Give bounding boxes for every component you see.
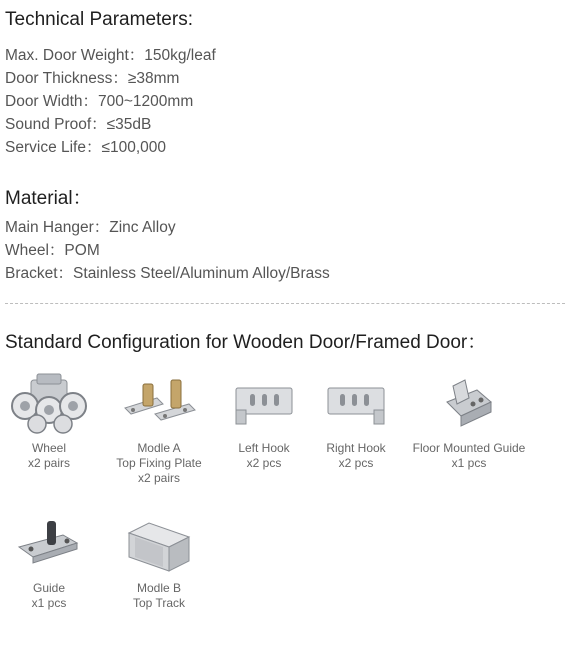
config-item-detail: x1 pcs	[451, 456, 487, 470]
top-fixing-plate-icon	[119, 372, 199, 437]
section-divider	[5, 303, 565, 304]
spec-door-thickness: Door Thickness：≥38mm	[5, 70, 180, 87]
config-item-floor-mounted-guide	[404, 372, 534, 471]
material-wheel: Wheel：POM	[5, 242, 100, 259]
spec-door-width: Door Width：700~1200mm	[5, 93, 194, 110]
technical-parameters-heading: Technical Parameters:	[5, 9, 193, 30]
config-item-name: Modle A	[137, 441, 181, 455]
right-hook-icon	[316, 372, 396, 437]
config-item-detail: Top Track	[132, 596, 186, 610]
guide-icon	[9, 517, 89, 577]
spec-service-life: Service Life：≤100,000	[5, 139, 167, 156]
wheel-pairs-icon	[9, 372, 89, 437]
floor-mounted-guide-icon	[429, 372, 509, 437]
config-item-detail: Top Fixing Plate	[116, 456, 202, 470]
config-item-name: Right Hook	[326, 441, 386, 455]
config-item-right-hook	[291, 372, 421, 471]
config-item-name: Floor Mounted Guide	[412, 441, 526, 455]
config-item-name: Left Hook	[238, 441, 290, 455]
config-item-detail: x2 pcs	[338, 456, 374, 470]
config-item-detail: x2 pairs	[27, 456, 71, 470]
material-heading: Material：	[5, 188, 92, 209]
spec-sound-proof: Sound Proof：≤35dB	[5, 116, 152, 133]
spec-max-door-weight: Max. Door Weight：150kg/leaf	[5, 47, 216, 64]
standard-configuration-heading: Standard Configuration for Wooden Door/Framed Door：	[5, 332, 487, 353]
material-main-hanger: Main Hanger：Zinc Alloy	[5, 219, 176, 236]
config-item-name: Modle B	[136, 581, 182, 595]
top-track-icon	[119, 517, 199, 577]
config-item-detail: x1 pcs	[31, 596, 67, 610]
config-item-name: Guide	[32, 581, 66, 595]
config-item-modle-b	[94, 517, 224, 611]
config-item-name: Wheel	[31, 441, 66, 455]
material-bracket: Bracket：Stainless Steel/Aluminum Alloy/Brass	[5, 265, 330, 282]
config-item-detail-2: x2 pairs	[137, 471, 181, 485]
config-item-detail: x2 pcs	[246, 456, 282, 470]
